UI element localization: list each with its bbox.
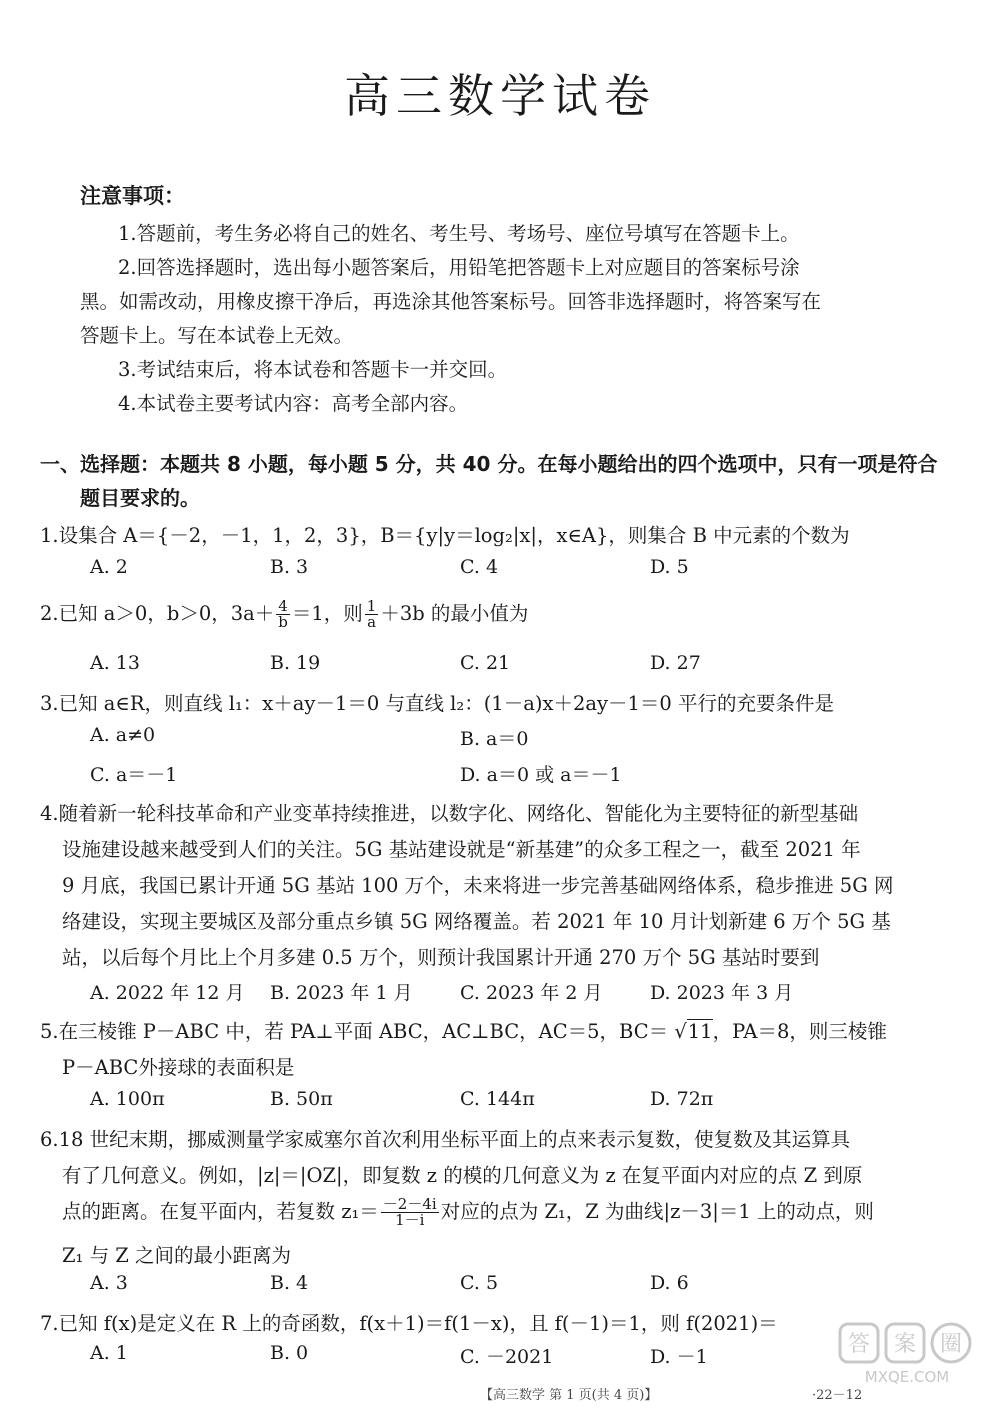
q2-fraction-1	[276, 599, 290, 630]
question-6-line-1: 6.18 世纪末期，挪威测量学家威塞尔首次利用坐标平面上的点来表示复数，使复数及其运算具	[40, 1128, 851, 1151]
q5-radicand: 11	[687, 1020, 713, 1043]
notes-item-3: 3.考试结束后，将本试卷和答题卡一并交回。	[118, 358, 508, 381]
q2-fraction-2-num: 1	[366, 597, 377, 615]
q3-option-a: A. a≠0	[90, 724, 156, 746]
q1-option-a: A. 2	[90, 556, 128, 578]
q5-text-pre: 5.在三棱锥 P－ABC 中，若 PA⊥平面 ABC，AC⊥BC，AC＝5，BC＝ √	[40, 1020, 687, 1043]
question-4-line-5: 站，以后每个月比上个月多建 0.5 万个，则预计我国累计开通 270 万个 5G 基站时要到	[62, 946, 820, 969]
q6-text-post: 对应的点为 Z₁，Z 为曲线|z－3|＝1 上的动点，则	[440, 1200, 874, 1223]
question-2	[40, 598, 528, 630]
q6-option-c: C. 5	[460, 1272, 499, 1294]
page-title: 高三数学试卷	[344, 69, 656, 123]
question-5-line-2: P－ABC外接球的表面积是	[62, 1056, 295, 1079]
q7-option-d: D. －1	[650, 1346, 708, 1368]
q6-fraction-num: －2－4i	[382, 1195, 437, 1213]
question-3: 3.已知 a∈R，则直线 l₁：x＋ay－1＝0 与直线 l₂：(1－a)x＋2ay－1＝0 平行的充要条件是	[40, 692, 835, 715]
q2-text-post: ＋3b 的最小值为	[380, 602, 529, 625]
notes-heading: 注意事项：	[80, 184, 185, 208]
q4-option-c: C. 2023 年 2 月	[460, 982, 603, 1004]
q1-option-b: B. 3	[270, 556, 309, 578]
q2-fraction-2-den: a	[367, 613, 377, 631]
notes-item-4: 4.本试卷主要考试内容：高考全部内容。	[118, 392, 469, 415]
q5-text-post: ，PA＝8，则三棱锥	[712, 1020, 887, 1043]
q6-option-b: B. 4	[270, 1272, 309, 1294]
question-6-line-4: Z₁ 与 Z 之间的最小距离为	[62, 1244, 292, 1267]
q2-text-mid: ＝1，则	[291, 602, 363, 625]
question-7: 7.已知 f(x)是定义在 R 上的奇函数，f(x＋1)＝f(1－x)，且 f(－1)＝1，则 f(2021)＝	[40, 1312, 778, 1335]
q2-text-pre: 2.已知 a＞0，b＞0，3a＋	[40, 602, 275, 625]
q7-option-c: C. －2021	[460, 1346, 554, 1368]
q7-option-b: B. 0	[270, 1342, 309, 1364]
watermark-char-3: 圈	[939, 1332, 963, 1357]
q3-option-b: B. a＝0	[460, 728, 529, 750]
q2-option-a: A. 13	[90, 652, 140, 674]
q6-option-d: D. 6	[650, 1272, 689, 1294]
watermark-logo-icon	[832, 1318, 982, 1388]
question-6-line-3	[62, 1196, 874, 1228]
q5-option-b: B. 50π	[270, 1088, 333, 1110]
q6-option-a: A. 3	[90, 1272, 128, 1294]
notes-item-1: 1.答题前，考生务必将自己的姓名、考生号、考场号、座位号填写在答题卡上。	[118, 222, 800, 245]
q2-option-b: B. 19	[270, 652, 321, 674]
q5-option-a: A. 100π	[90, 1088, 165, 1110]
question-5	[40, 1016, 887, 1044]
q5-option-c: C. 144π	[460, 1088, 535, 1110]
q4-option-b: B. 2023 年 1 月	[270, 982, 413, 1004]
section-heading-cont: 题目要求的。	[80, 486, 200, 510]
question-4-line-3: 9 月底，我国已累计开通 5G 基站 100 万个，未来将进一步完善基础网络体系，稳步推进 5G 网	[62, 874, 894, 897]
question-1: 1.设集合 A＝{－2，－1，1，2，3}，B＝{y|y＝log₂|x|，x∈A}，则集合 B 中元素的个数为	[40, 524, 850, 547]
q1-option-d: D. 5	[650, 556, 689, 578]
watermark-site: MXQE.COM	[864, 1368, 950, 1386]
question-4-line-4: 络建设，实现主要城区及部分重点乡镇 5G 网络覆盖。若 2021 年 10 月计划新建 6 万个 5G 基	[62, 910, 891, 933]
question-4-line-2: 设施建设越来越受到人们的关注。5G 基站建设就是“新基建”的众多工程之一，截至 2021 年	[62, 838, 861, 861]
q1-option-c: C. 4	[460, 556, 499, 578]
notes-item-2-end: 答题卡上。写在本试卷上无效。	[80, 324, 354, 347]
q4-option-d: D. 2023 年 3 月	[650, 982, 794, 1004]
q7-option-a: A. 1	[90, 1342, 128, 1364]
q2-option-d: D. 27	[650, 652, 701, 674]
q2-fraction-1-den: b	[278, 613, 288, 631]
q6-fraction-den: 1－i	[395, 1211, 425, 1229]
watermark-char-2: 案	[893, 1332, 917, 1357]
question-6-line-2: 有了几何意义。例如，|z|＝|OZ|，即复数 z 的模的几何意义为 z 在复平面内对应的点 Z 到原	[62, 1164, 863, 1187]
section-heading: 一、选择题：本题共 8 小题，每小题 5 分，共 40 分。在每小题给出的四个选项中，只有一项是符合	[40, 452, 938, 476]
notes-item-2-cont: 黑。如需改动，用橡皮擦干净后，再选涂其他答案标号。回答非选择题时，将答案写在	[80, 290, 822, 313]
q3-option-d: D. a＝0 或 a＝－1	[460, 764, 622, 786]
page-footer-code: ·22－12	[812, 1388, 863, 1403]
page-footer: 【高三数学 第 1 页(共 4 页)】	[480, 1388, 658, 1403]
q2-fraction-1-num: 4	[276, 599, 290, 615]
q6-text-pre: 点的距离。在复平面内，若复数 z₁＝	[62, 1200, 379, 1223]
question-4-line-1: 4.随着新一轮科技革命和产业变革持续推进，以数字化、网络化、智能化为主要特征的新型基础	[40, 802, 859, 825]
watermark-logo	[832, 1318, 982, 1388]
q2-fraction-2	[365, 599, 379, 630]
q3-option-c: C. a＝－1	[90, 764, 178, 786]
notes-item-2: 2.回答选择题时，选出每小题答案后，用铅笔把答题卡上对应题目的答案标号涂	[118, 256, 800, 279]
q5-option-d: D. 72π	[650, 1088, 714, 1110]
q4-option-a: A. 2022 年 12 月	[90, 982, 245, 1004]
watermark-char-1: 答	[847, 1332, 871, 1357]
q2-option-c: C. 21	[460, 652, 511, 674]
q6-fraction	[381, 1197, 439, 1228]
